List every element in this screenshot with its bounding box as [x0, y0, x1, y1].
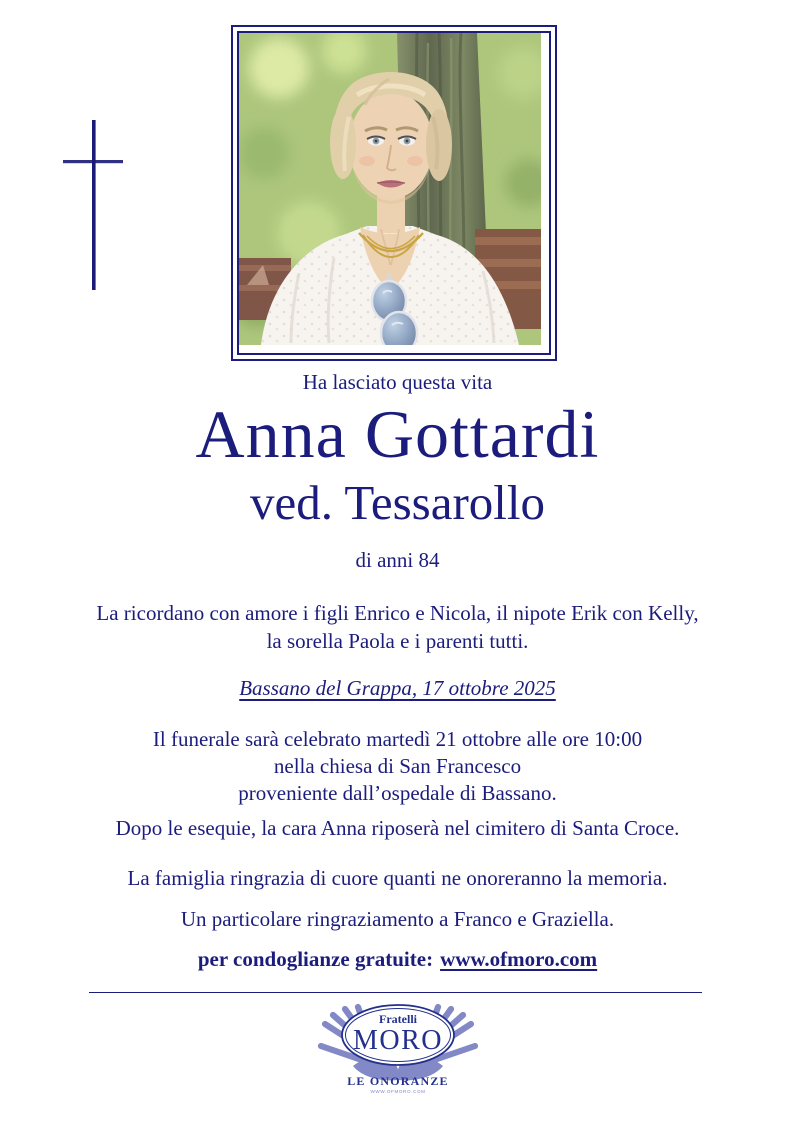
portrait-photo-frame [231, 25, 557, 361]
funeral-home-logo [303, 1002, 493, 1102]
logo-website-text: WWW.OFMORO.COM [370, 1089, 426, 1094]
family-line-2: la sorella Paola e i parenti tutti. [266, 629, 529, 653]
thanks-line: La famiglia ringrazia di cuore quanti ne onoreranno la memoria. [127, 866, 668, 890]
logo-moro-text: MORO [352, 1025, 444, 1056]
age-line: di anni 84 [355, 548, 440, 572]
deceased-widow-title: ved. Tessarollo [249, 475, 546, 530]
dateline-wrap [0, 676, 795, 701]
funeral-paragraph [0, 726, 795, 807]
intro-line: Ha lasciato questa vita [302, 370, 493, 394]
footer-divider [89, 992, 702, 993]
family-paragraph [0, 599, 795, 655]
deceased-name: Anna Gottardi [195, 396, 600, 472]
logo-oval [342, 1005, 454, 1065]
portrait-photo [237, 31, 551, 355]
logo-le-onoranze-text: LE ONORANZE [347, 1074, 449, 1088]
cross-vertical-bar [92, 120, 96, 290]
condolences-line [0, 947, 795, 972]
funeral-line-3: proveniente dall’ospedale di Bassano. [238, 781, 557, 805]
condolences-link[interactable]: www.ofmoro.com [440, 947, 598, 971]
condolences-label: per condoglianze gratuite: [197, 947, 434, 971]
family-line-1: La ricordano con amore i figli Enrico e Nicola, il nipote Erik con Kelly, [96, 601, 699, 625]
memorial-cross-icon [58, 114, 130, 294]
funeral-line-1: Il funerale sarà celebrato martedì 21 ottobre alle ore 10:00 [152, 727, 643, 751]
special-thanks-line: Un particolare ringraziamento a Franco e Graziella. [180, 907, 615, 931]
dateline: Bassano del Grappa, 17 ottobre 2025 [239, 676, 556, 700]
cross-horizontal-bar [63, 160, 123, 163]
funeral-line-2: nella chiesa di San Francesco [273, 754, 522, 778]
logo-fratelli-text: Fratelli [379, 1012, 417, 1026]
resting-line: Dopo le esequie, la cara Anna riposerà nel cimitero di Santa Croce. [115, 816, 680, 840]
